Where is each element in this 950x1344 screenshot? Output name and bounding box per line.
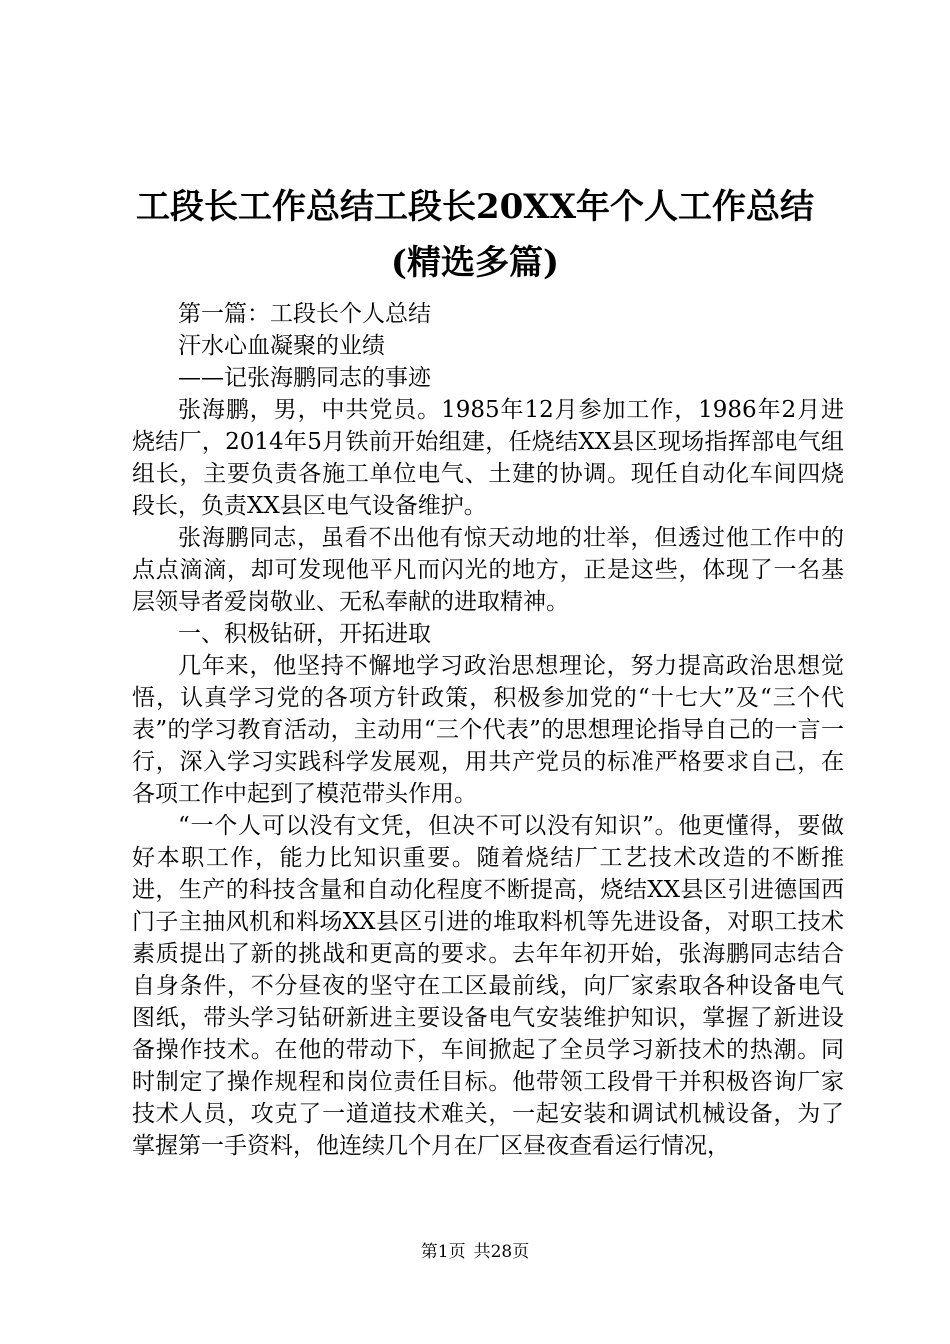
body-paragraph: 张海鹏同志，虽看不出他有惊天动地的壮举，但透过他工作中的点点滴滴，却可发现他平凡而闪光的地方，正是这些，体现了一名基层领导者爱岗敬业、无私奉献的进取精神。 bbox=[132, 525, 844, 615]
document-title: 工段长工作总结工段长20XX年个人工作总结 bbox=[135, 187, 815, 227]
document-subtitle: (精选多篇) bbox=[390, 243, 560, 283]
article-title: 汗水心血凝聚的业绩 bbox=[178, 333, 385, 359]
document-body bbox=[132, 298, 844, 1162]
body-paragraph: 几年来，他坚持不懈地学习政治思想理论，努力提高政治思想觉悟，认真学习党的各项方针政策，积极参加党的“十七大”及“三个代表”的学习教育活动，主动用“三个代表”的思想理论指导自己的一言一行，深入学习实践科学发展观，用共产党员的标准严格要求自己，在各项工作中起到了模范带头作用。 bbox=[132, 653, 844, 807]
page-footer bbox=[0, 1240, 950, 1264]
body-paragraph: 张海鹏，男，中共党员。1985年12月参加工作，1986年2月进烧结厂，2014年5月铁前开始组建，任烧结XX县区现场指挥部电气组组长，主要负责各施工单位电气、土建的协调。现任自动化车间四烧段长，负责XX县区电气设备维护。 bbox=[132, 397, 844, 519]
page-total: 共28页 bbox=[473, 1242, 530, 1262]
page-number: 第1页 bbox=[420, 1242, 466, 1262]
section-heading: 第一篇：工段长个人总结 bbox=[178, 301, 431, 327]
subsection-heading: 一、积极钻研，开拓进取 bbox=[178, 621, 431, 647]
article-subtitle: ——记张海鹏同志的事迹 bbox=[178, 365, 431, 391]
body-paragraph: “一个人可以没有文凭，但决不可以没有知识”。他更懂得，要做好本职工作，能力比知识重要。随着烧结厂工艺技术改造的不断推进，生产的科技含量和自动化程度不断提高，烧结XX县区引进德国西门子主抽风机和料场XX县区引进的堆取料机等先进设备，对职工技术素质提出了新的挑战和更高的要求。去年年初开始，张海鹏同志结合自身条件，不分昼夜的坚守在工区最前线，向厂家索取各种设备电气图纸，带头学习钻研新进主要设备电气安装维护知识，掌握了新进设备操作技术。在他的带动下，车间掀起了全员学习新技术的热潮。同时制定了操作规程和岗位责任目标。他带领工段骨干并积极咨询厂家技术人员，攻克了一道道技术难关，一起安装和调试机械设备，为了掌握第一手资料，他连续几个月在厂区昼夜查看运行情况， bbox=[132, 813, 844, 1159]
